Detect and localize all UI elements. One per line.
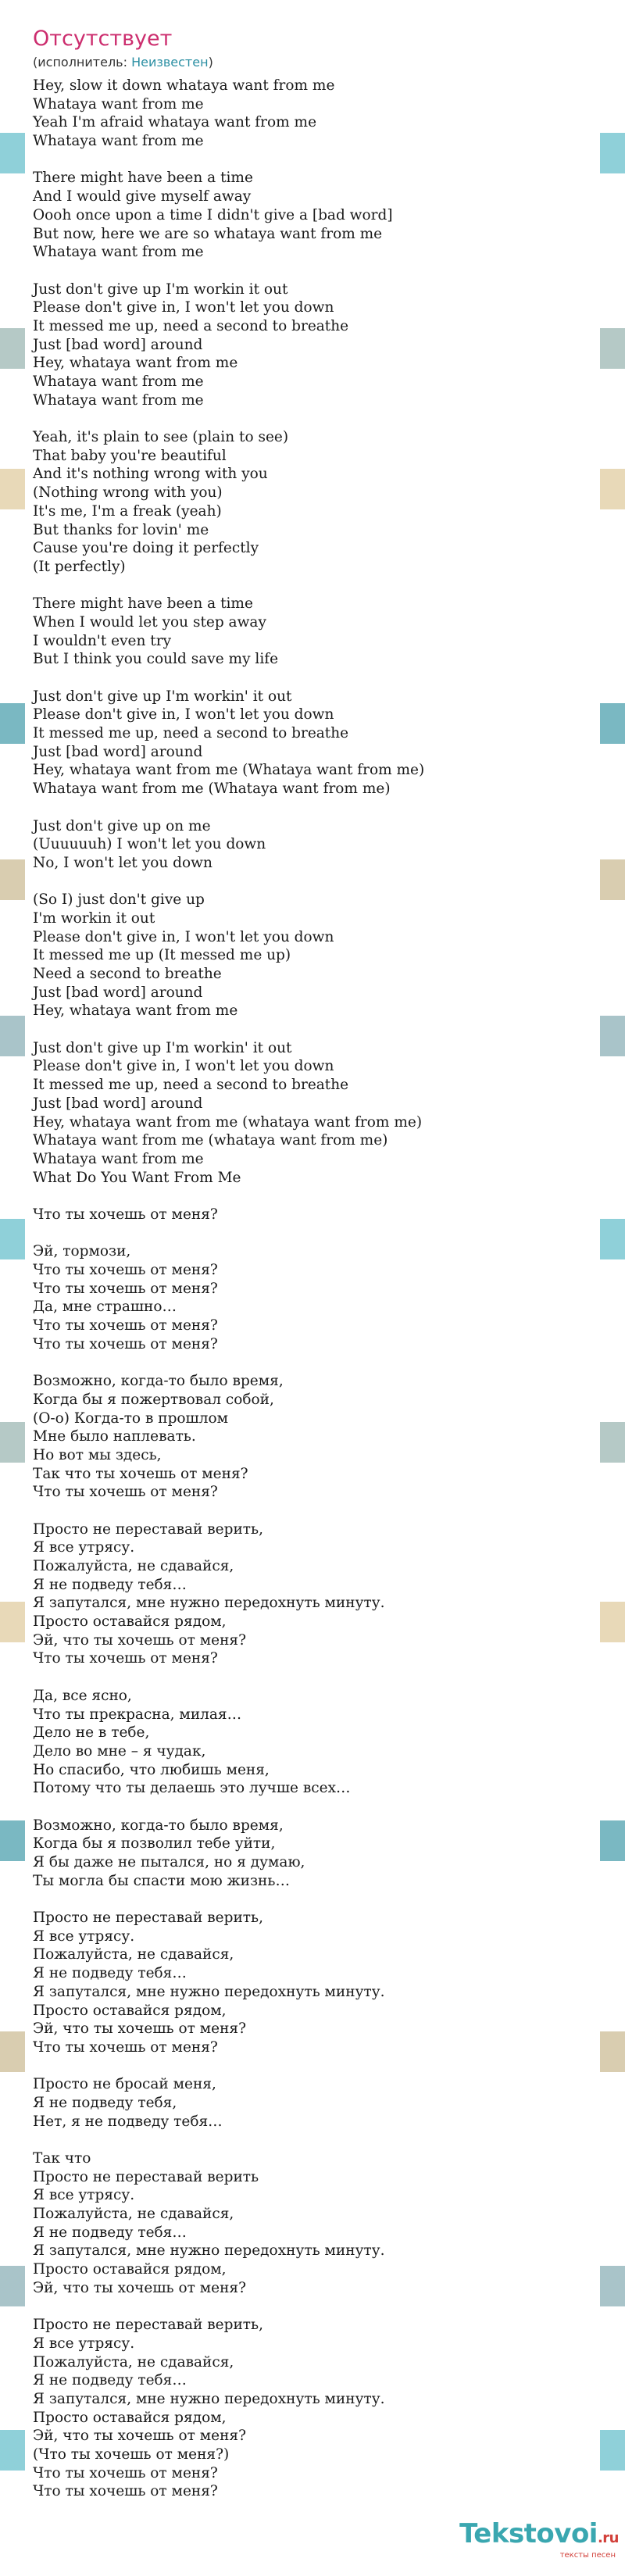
lyric-line: Когда бы я пожертвовал собой, — [33, 1391, 274, 1408]
site-logo[interactable] — [459, 2520, 619, 2560]
lyric-line: Whataya want from me — [33, 95, 204, 113]
lyric-line: Я все утрясу. — [33, 1928, 135, 1945]
lyric-line: Please don't give in, I won't let you down — [33, 928, 334, 945]
lyric-line: Эй, что ты хочешь от меня? — [33, 1631, 246, 1649]
lyric-line: Я бы даже не пытался, но я думаю, — [33, 1854, 305, 1870]
lyric-line: But thanks for lovin' me — [33, 521, 209, 538]
lyric-line: Так что — [33, 2150, 91, 2167]
lyric-line: Oooh once upon a time I didn't give a [bad word] — [33, 206, 393, 223]
lyric-line: Just don't give up I'm workin' it out — [33, 1039, 292, 1056]
lyric-line: Cause you're doing it perfectly — [33, 540, 259, 557]
lyric-line: Just [bad word] around — [33, 743, 203, 760]
lyric-line: (О-о) Когда-то в прошлом — [33, 1409, 229, 1427]
stanza-gap — [33, 2298, 592, 2317]
lyric-line: Я все утрясу. — [33, 2335, 135, 2352]
lyric-line: Мне было наплевать. — [33, 1428, 196, 1445]
lyric-line: Что ты прекрасна, милая… — [33, 1706, 242, 1723]
logo-tagline: тексты песен — [559, 2551, 616, 2560]
lyric-line: Hey, whataya want from me — [33, 355, 238, 372]
lyric-line: (It perfectly) — [33, 558, 126, 575]
lyric-line: (Nothing wrong with you) — [33, 484, 223, 502]
lyric-line: Возможно, когда-то было время, — [33, 1817, 284, 1834]
lyric-line: There might have been a time — [33, 595, 253, 613]
stanza-gap — [33, 873, 592, 891]
stanza-gap — [33, 409, 592, 428]
stanza-gap — [33, 799, 592, 817]
stanza-gap — [33, 1502, 592, 1520]
lyric-line: Пожалуйста, не сдавайся, — [33, 1946, 234, 1963]
lyric-line: It messed me up, need a second to breathe — [33, 1077, 349, 1094]
lyric-line: It messed me up, need a second to breathe — [33, 317, 349, 334]
lyric-line: Whataya want from me — [33, 391, 204, 409]
stanza-gap — [33, 1890, 592, 1909]
lyric-line: Просто не переставай верить, — [33, 2317, 263, 2334]
logo-name: Tekstovoi — [459, 2518, 598, 2549]
stanza-gap — [33, 1187, 592, 1206]
lyric-line: Что ты хочешь от меня? — [33, 1317, 218, 1334]
lyric-line: Я запутался, мне нужно передохнуть минуту. — [33, 2242, 385, 2260]
lyric-line: Ты могла бы спасти мою жизнь… — [33, 1872, 290, 1889]
lyric-line: Но вот мы здесь, — [33, 1446, 162, 1463]
lyric-line: Просто не переставай верить — [33, 2168, 259, 2185]
lyric-line: I'm workin it out — [33, 909, 155, 927]
lyric-line: Просто оставайся рядом, — [33, 1613, 227, 1631]
lyric-line: Да, все ясно, — [33, 1687, 132, 1704]
lyric-line: Пожалуйста, не сдавайся, — [33, 2353, 234, 2371]
lyric-line: Просто не переставай верить, — [33, 1910, 263, 1927]
lyric-line: Hey, whataya want from me — [33, 1002, 238, 1020]
lyric-line: Что ты хочешь от меня? — [33, 2464, 218, 2481]
lyric-line: Пожалуйста, не сдавайся, — [33, 1558, 234, 1574]
lyric-line: I wouldn't even try — [33, 632, 172, 649]
lyric-line: But now, here we are so whataya want from me — [33, 225, 383, 242]
stanza-gap — [33, 1798, 592, 1817]
lyrics-body — [33, 77, 592, 2501]
lyric-line: Что ты хочешь от меня? — [33, 1280, 218, 1297]
artist-prefix: (исполнитель: — [33, 55, 132, 70]
lyric-line: (So I) just don't give up — [33, 891, 205, 909]
lyric-line: (Uuuuuuh) I won't let you down — [33, 836, 266, 853]
lyric-line: Я не подведу тебя… — [33, 2372, 187, 2389]
lyric-line: When I would let you step away — [33, 613, 266, 631]
lyric-line: Please don't give in, I won't let you down — [33, 299, 334, 316]
lyric-line: Hey, whataya want from me (whataya want from me) — [33, 1113, 423, 1131]
lyric-line: (Что ты хочешь от меня?) — [33, 2446, 230, 2463]
lyric-line: Нет, я не подведу тебя… — [33, 2113, 223, 2130]
lyric-line: Please don't give in, I won't let you down — [33, 1058, 334, 1075]
lyric-line: Hey, whataya want from me (Whataya want from me) — [33, 762, 425, 779]
lyric-line: Эй, что ты хочешь от меня? — [33, 2428, 246, 2445]
lyric-line: Just [bad word] around — [33, 1095, 203, 1112]
lyric-line: Эй, что ты хочешь от меня? — [33, 2020, 246, 2038]
logo-tld: .ru — [597, 2530, 619, 2546]
lyric-line: Я запутался, мне нужно передохнуть минуту. — [33, 1983, 385, 2000]
lyric-line: Да, мне страшно… — [33, 1299, 177, 1316]
lyric-line: Я запутался, мне нужно передохнуть минуту. — [33, 1595, 385, 1612]
logo-wordmark — [459, 2520, 619, 2553]
lyric-line: Дело во мне – я чудак, — [33, 1742, 206, 1760]
artist-line — [33, 55, 213, 70]
lyric-line: Я не подведу тебя… — [33, 2224, 187, 2241]
lyric-line: Возможно, когда-то было время, — [33, 1373, 284, 1390]
stanza-gap — [33, 1224, 592, 1243]
lyric-line: Yeah I'm afraid whataya want from me — [33, 114, 317, 131]
lyric-line: It's me, I'm a freak (yeah) — [33, 502, 222, 520]
stanza-gap — [33, 1020, 592, 1039]
lyric-line: Что ты хочешь от меня? — [33, 2038, 218, 2056]
lyric-line: It messed me up, need a second to breathe — [33, 725, 349, 742]
lyric-line: Я не подведу тебя, — [33, 2094, 177, 2111]
lyric-line: Just don't give up on me — [33, 817, 211, 834]
lyric-line: Please don't give in, I won't let you down — [33, 706, 334, 723]
lyric-line: Я все утрясу. — [33, 1539, 135, 1556]
lyric-line: No, I won't let you down — [33, 854, 212, 871]
content-panel — [25, 0, 600, 2576]
lyric-line: Just [bad word] around — [33, 984, 203, 1001]
lyric-line: Так что ты хочешь от меня? — [33, 1465, 248, 1482]
lyric-line: Whataya want from me (whataya want from me) — [33, 1132, 388, 1149]
stanza-gap — [33, 151, 592, 170]
lyric-line: Дело не в тебе, — [33, 1724, 150, 1742]
artist-suffix: ) — [208, 55, 213, 70]
lyric-line: Я запутался, мне нужно передохнуть минуту. — [33, 2390, 385, 2407]
lyric-line: Whataya want from me — [33, 373, 204, 390]
lyric-line: There might have been a time — [33, 170, 253, 187]
lyric-line: Что ты хочешь от меня? — [33, 1650, 218, 1667]
lyric-line: And it's nothing wrong with you — [33, 466, 268, 483]
lyric-line: Когда бы я позволил тебе уйти, — [33, 1835, 276, 1853]
lyric-line: Just don't give up I'm workin it out — [33, 280, 288, 298]
lyric-line: Просто оставайся рядом, — [33, 2261, 227, 2278]
lyric-line: Просто оставайся рядом, — [33, 2002, 227, 2019]
lyric-line: What Do You Want From Me — [33, 1169, 241, 1186]
stanza-gap — [33, 669, 592, 688]
stanza-gap — [33, 2057, 592, 2076]
lyric-line: Я не подведу тебя… — [33, 1576, 187, 1593]
artist-link[interactable]: Неизвестен — [131, 55, 209, 70]
lyric-line: Я все утрясу. — [33, 2187, 135, 2204]
lyric-line: Что ты хочешь от меня? — [33, 1206, 218, 1223]
lyric-line: Просто оставайся рядом, — [33, 2409, 227, 2426]
lyric-line: Эй, тормози, — [33, 1243, 131, 1260]
lyric-line: That baby you're beautiful — [33, 447, 227, 464]
lyric-line: Just don't give up I'm workin' it out — [33, 688, 292, 705]
lyric-line: And I would give myself away — [33, 188, 252, 205]
lyric-line: Что ты хочешь от меня? — [33, 1484, 218, 1501]
lyric-line: Что ты хочешь от меня? — [33, 1262, 218, 1278]
lyric-line: Я не подведу тебя… — [33, 1965, 187, 1982]
lyric-line: Просто не переставай верить, — [33, 1520, 263, 1538]
lyric-line: It messed me up (It messed me up) — [33, 947, 291, 964]
stanza-gap — [33, 1353, 592, 1372]
stanza-gap — [33, 2131, 592, 2149]
song-header — [33, 27, 213, 70]
lyric-line: Что ты хочешь от меня? — [33, 1335, 218, 1352]
lyric-line: Just [bad word] around — [33, 336, 203, 353]
song-title: Отсутствует — [33, 27, 173, 51]
lyric-line: Эй, что ты хочешь от меня? — [33, 2279, 246, 2296]
lyric-line: Whataya want from me — [33, 133, 204, 150]
stanza-gap — [33, 262, 592, 280]
lyric-line: Но спасибо, что любишь меня, — [33, 1761, 270, 1778]
lyric-line: Whataya want from me — [33, 1150, 204, 1167]
stanza-gap — [33, 1668, 592, 1687]
lyric-line: But I think you could save my life — [33, 651, 279, 668]
lyric-line: Whataya want from me — [33, 244, 204, 261]
lyric-line: Need a second to breathe — [33, 966, 222, 982]
lyric-line: Пожалуйста, не сдавайся, — [33, 2206, 234, 2223]
lyric-line: Просто не бросай меня, — [33, 2076, 216, 2093]
lyric-line: Потому что ты делаешь это лучше всех… — [33, 1780, 351, 1797]
lyric-line: Hey, slow it down whataya want from me — [33, 77, 335, 94]
stanza-gap — [33, 577, 592, 595]
lyric-line: Что ты хочешь от меня? — [33, 2483, 218, 2500]
lyric-line: Yeah, it's plain to see (plain to see) — [33, 429, 289, 446]
lyric-line: Whataya want from me (Whataya want from me) — [33, 781, 391, 798]
